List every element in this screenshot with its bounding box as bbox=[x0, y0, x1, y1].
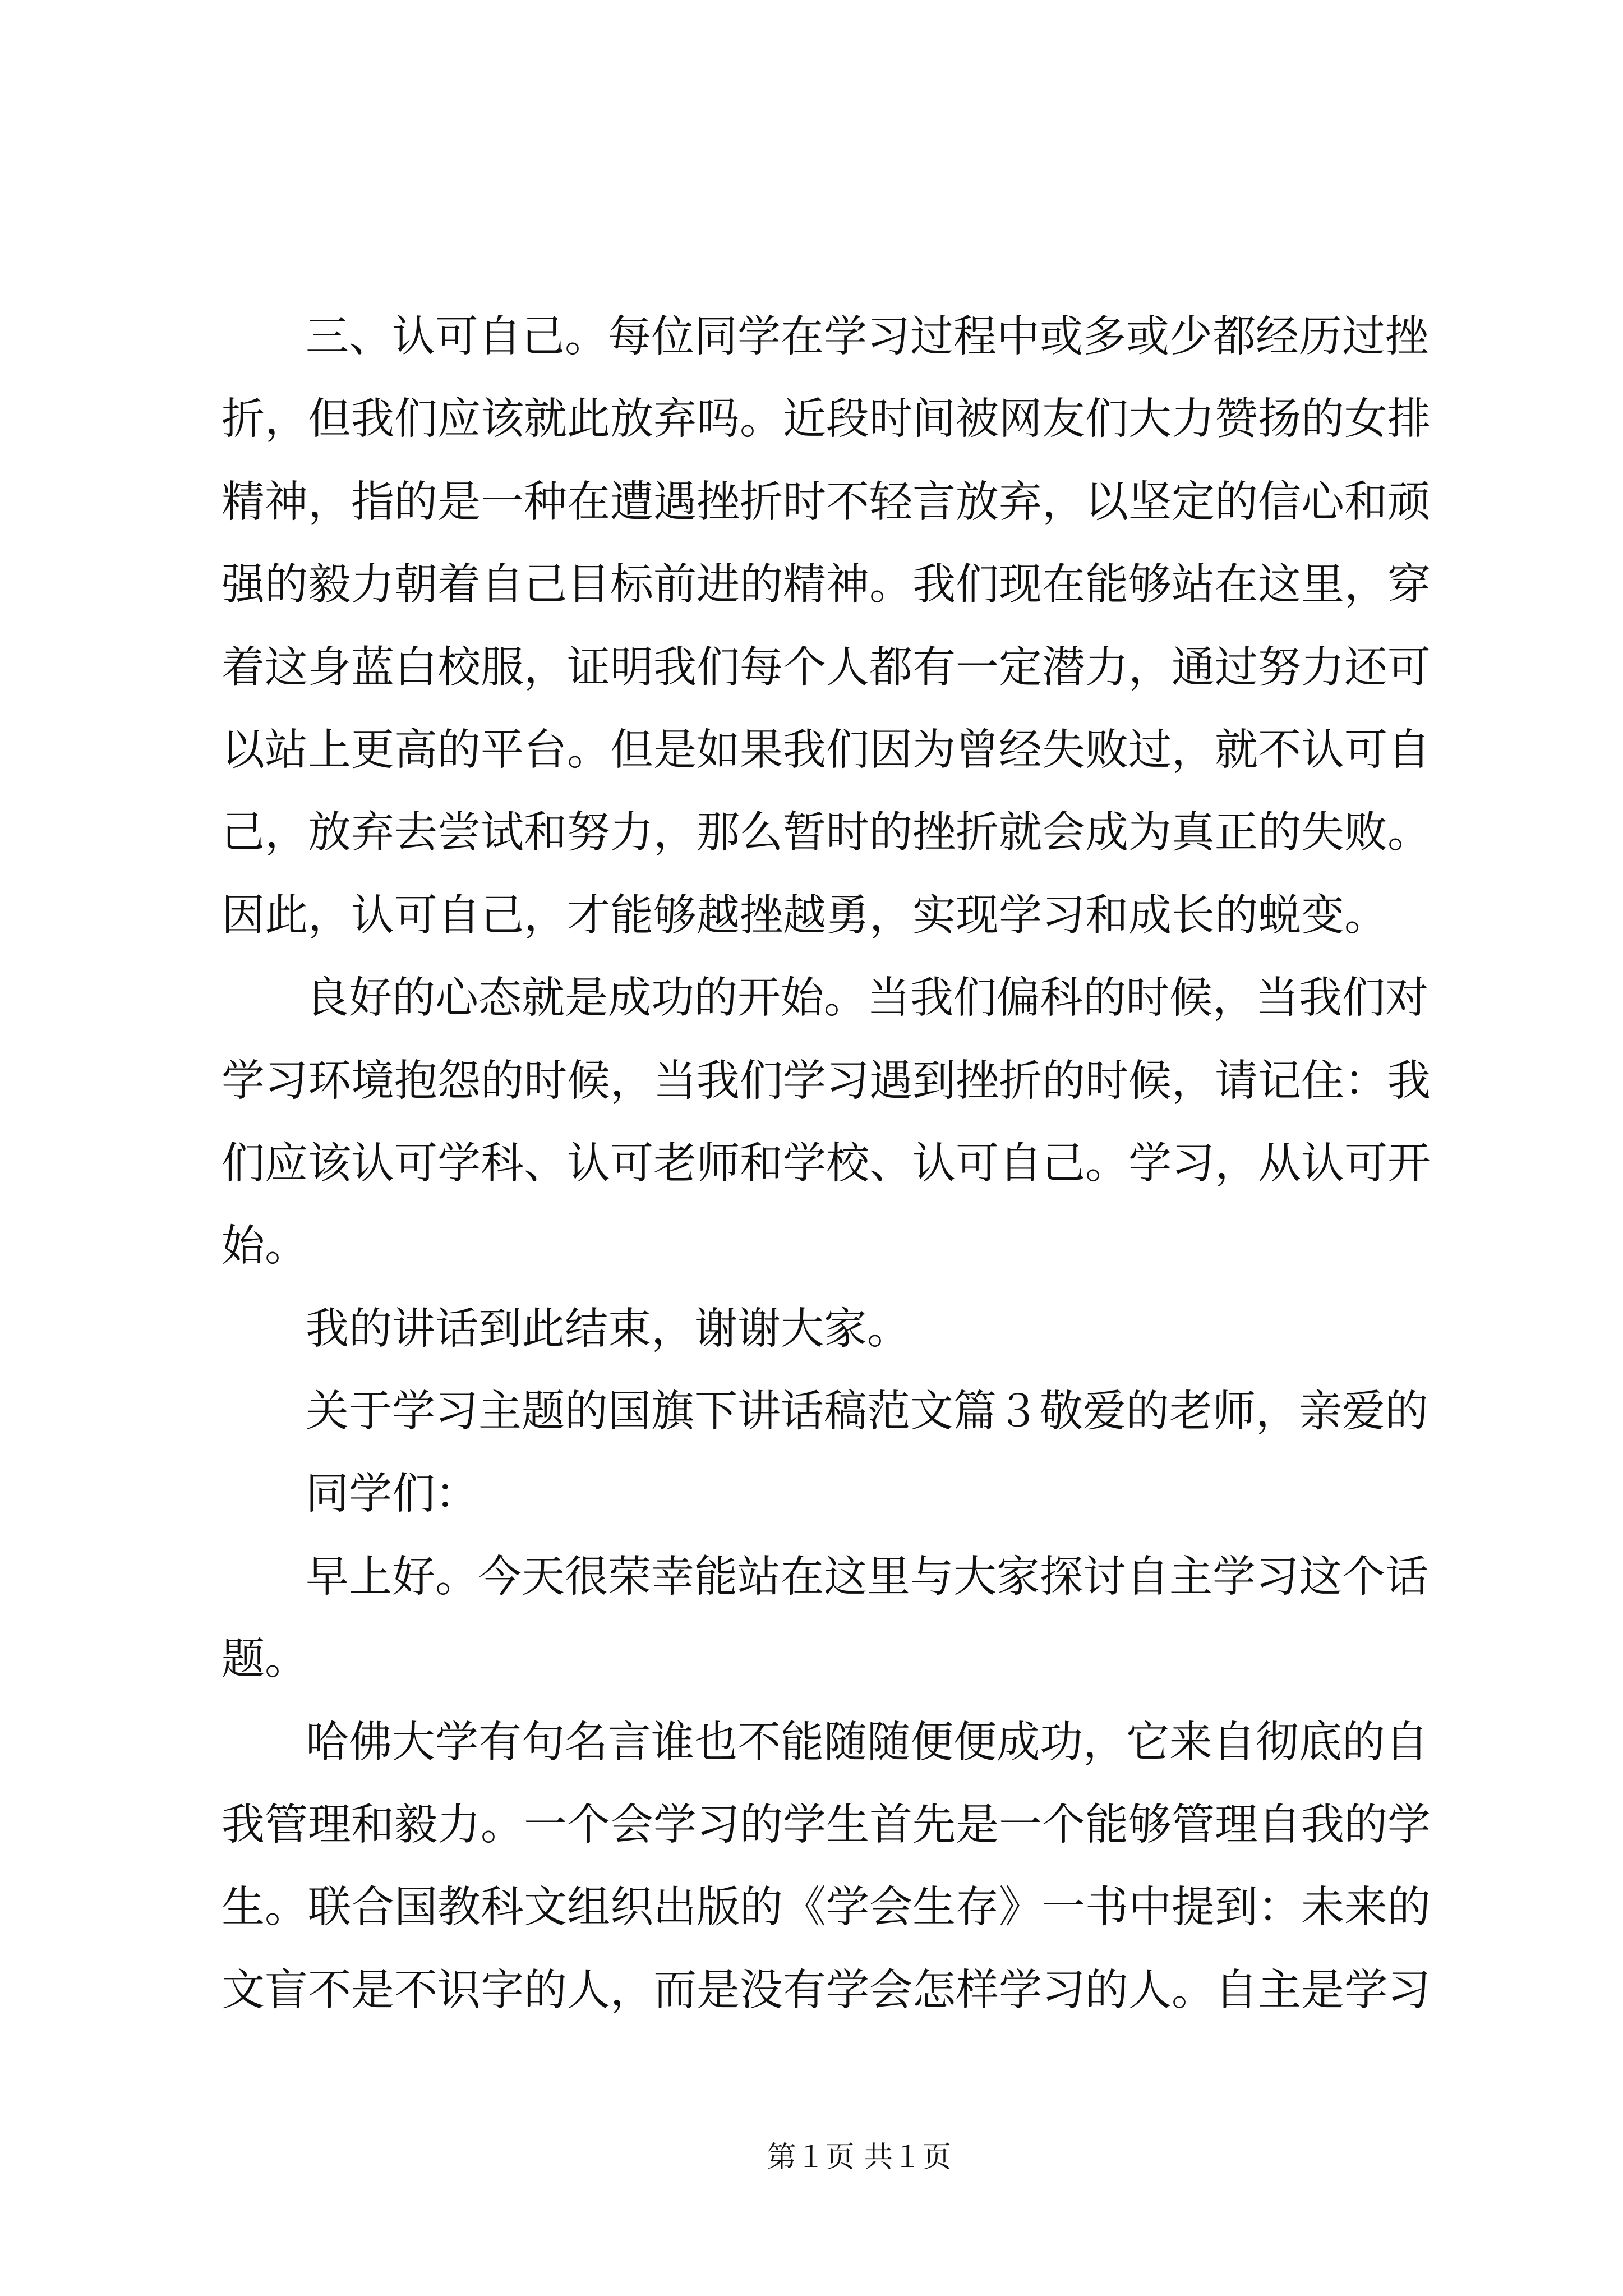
text-line: 学习环境抱怨的时候，当我们学习遇到挫折的时候，请记住：我 bbox=[222, 1056, 1431, 1106]
paragraph bbox=[222, 1370, 1455, 1453]
paragraph bbox=[222, 957, 1455, 1288]
text-line: 生。联合国教科文组织出版的《学会生存》一书中提到：未来的 bbox=[222, 1883, 1431, 1933]
text-line: 折，但我们应该就此放弃吗。近段时间被网友们大力赞扬的女排 bbox=[222, 394, 1431, 445]
text-line: 良好的心态就是成功的开始。当我们偏科的时候，当我们对 bbox=[306, 973, 1428, 1024]
text-line: 题。 bbox=[222, 1635, 308, 1685]
text-line: 己，放弃去尝试和努力，那么暂时的挫折就会成为真正的失败。 bbox=[222, 808, 1431, 858]
text-line: 强的毅力朝着自己目标前进的精神。我们现在能够站在这里，穿 bbox=[222, 560, 1431, 610]
text-line: 文盲不是不识字的人，而是没有学会怎样学习的人。自主是学习 bbox=[222, 1965, 1431, 2016]
text-line: 因此，认可自己，才能够越挫越勇，实现学习和成长的蜕变。 bbox=[222, 890, 1387, 941]
text-line: 精神，指的是一种在遭遇挫折时不轻言放弃，以坚定的信心和顽 bbox=[222, 477, 1431, 527]
text-line: 们应该认可学科、认可老师和学校、认可自己。学习，从认可开 bbox=[222, 1138, 1431, 1189]
page-body bbox=[222, 296, 1455, 2032]
text-line: 始。 bbox=[222, 1221, 308, 1272]
paragraph bbox=[222, 1701, 1455, 2032]
text-line: 早上好。今天很荣幸能站在这里与大家探讨自主学习这个话 bbox=[306, 1552, 1428, 1602]
paragraph bbox=[222, 1536, 1455, 1701]
text-line: 同学们： bbox=[306, 1469, 478, 1520]
paragraph bbox=[222, 1288, 1455, 1370]
text-line: 我的讲话到此结束，谢谢大家。 bbox=[306, 1304, 910, 1354]
text-line: 着这身蓝白校服，证明我们每个人都有一定潜力，通过努力还可 bbox=[222, 642, 1431, 693]
text-line: 三、认可自己。每位同学在学习过程中或多或少都经历过挫 bbox=[306, 312, 1428, 362]
paragraph bbox=[222, 296, 1455, 957]
paragraph bbox=[222, 1453, 1455, 1535]
text-line: 哈佛大学有句名言谁也不能随随便便成功，它来自彻底的自 bbox=[306, 1717, 1428, 1768]
text-line: 以站上更高的平台。但是如果我们因为曾经失败过，就不认可自 bbox=[222, 725, 1431, 775]
text-line: 关于学习主题的国旗下讲话稿范文篇３敬爱的老师，亲爱的 bbox=[306, 1387, 1428, 1437]
text-line: 我管理和毅力。一个会学习的学生首先是一个能够管理自我的学 bbox=[222, 1800, 1431, 1851]
page-number-footer: 第１页 共１页 bbox=[767, 2141, 952, 2174]
